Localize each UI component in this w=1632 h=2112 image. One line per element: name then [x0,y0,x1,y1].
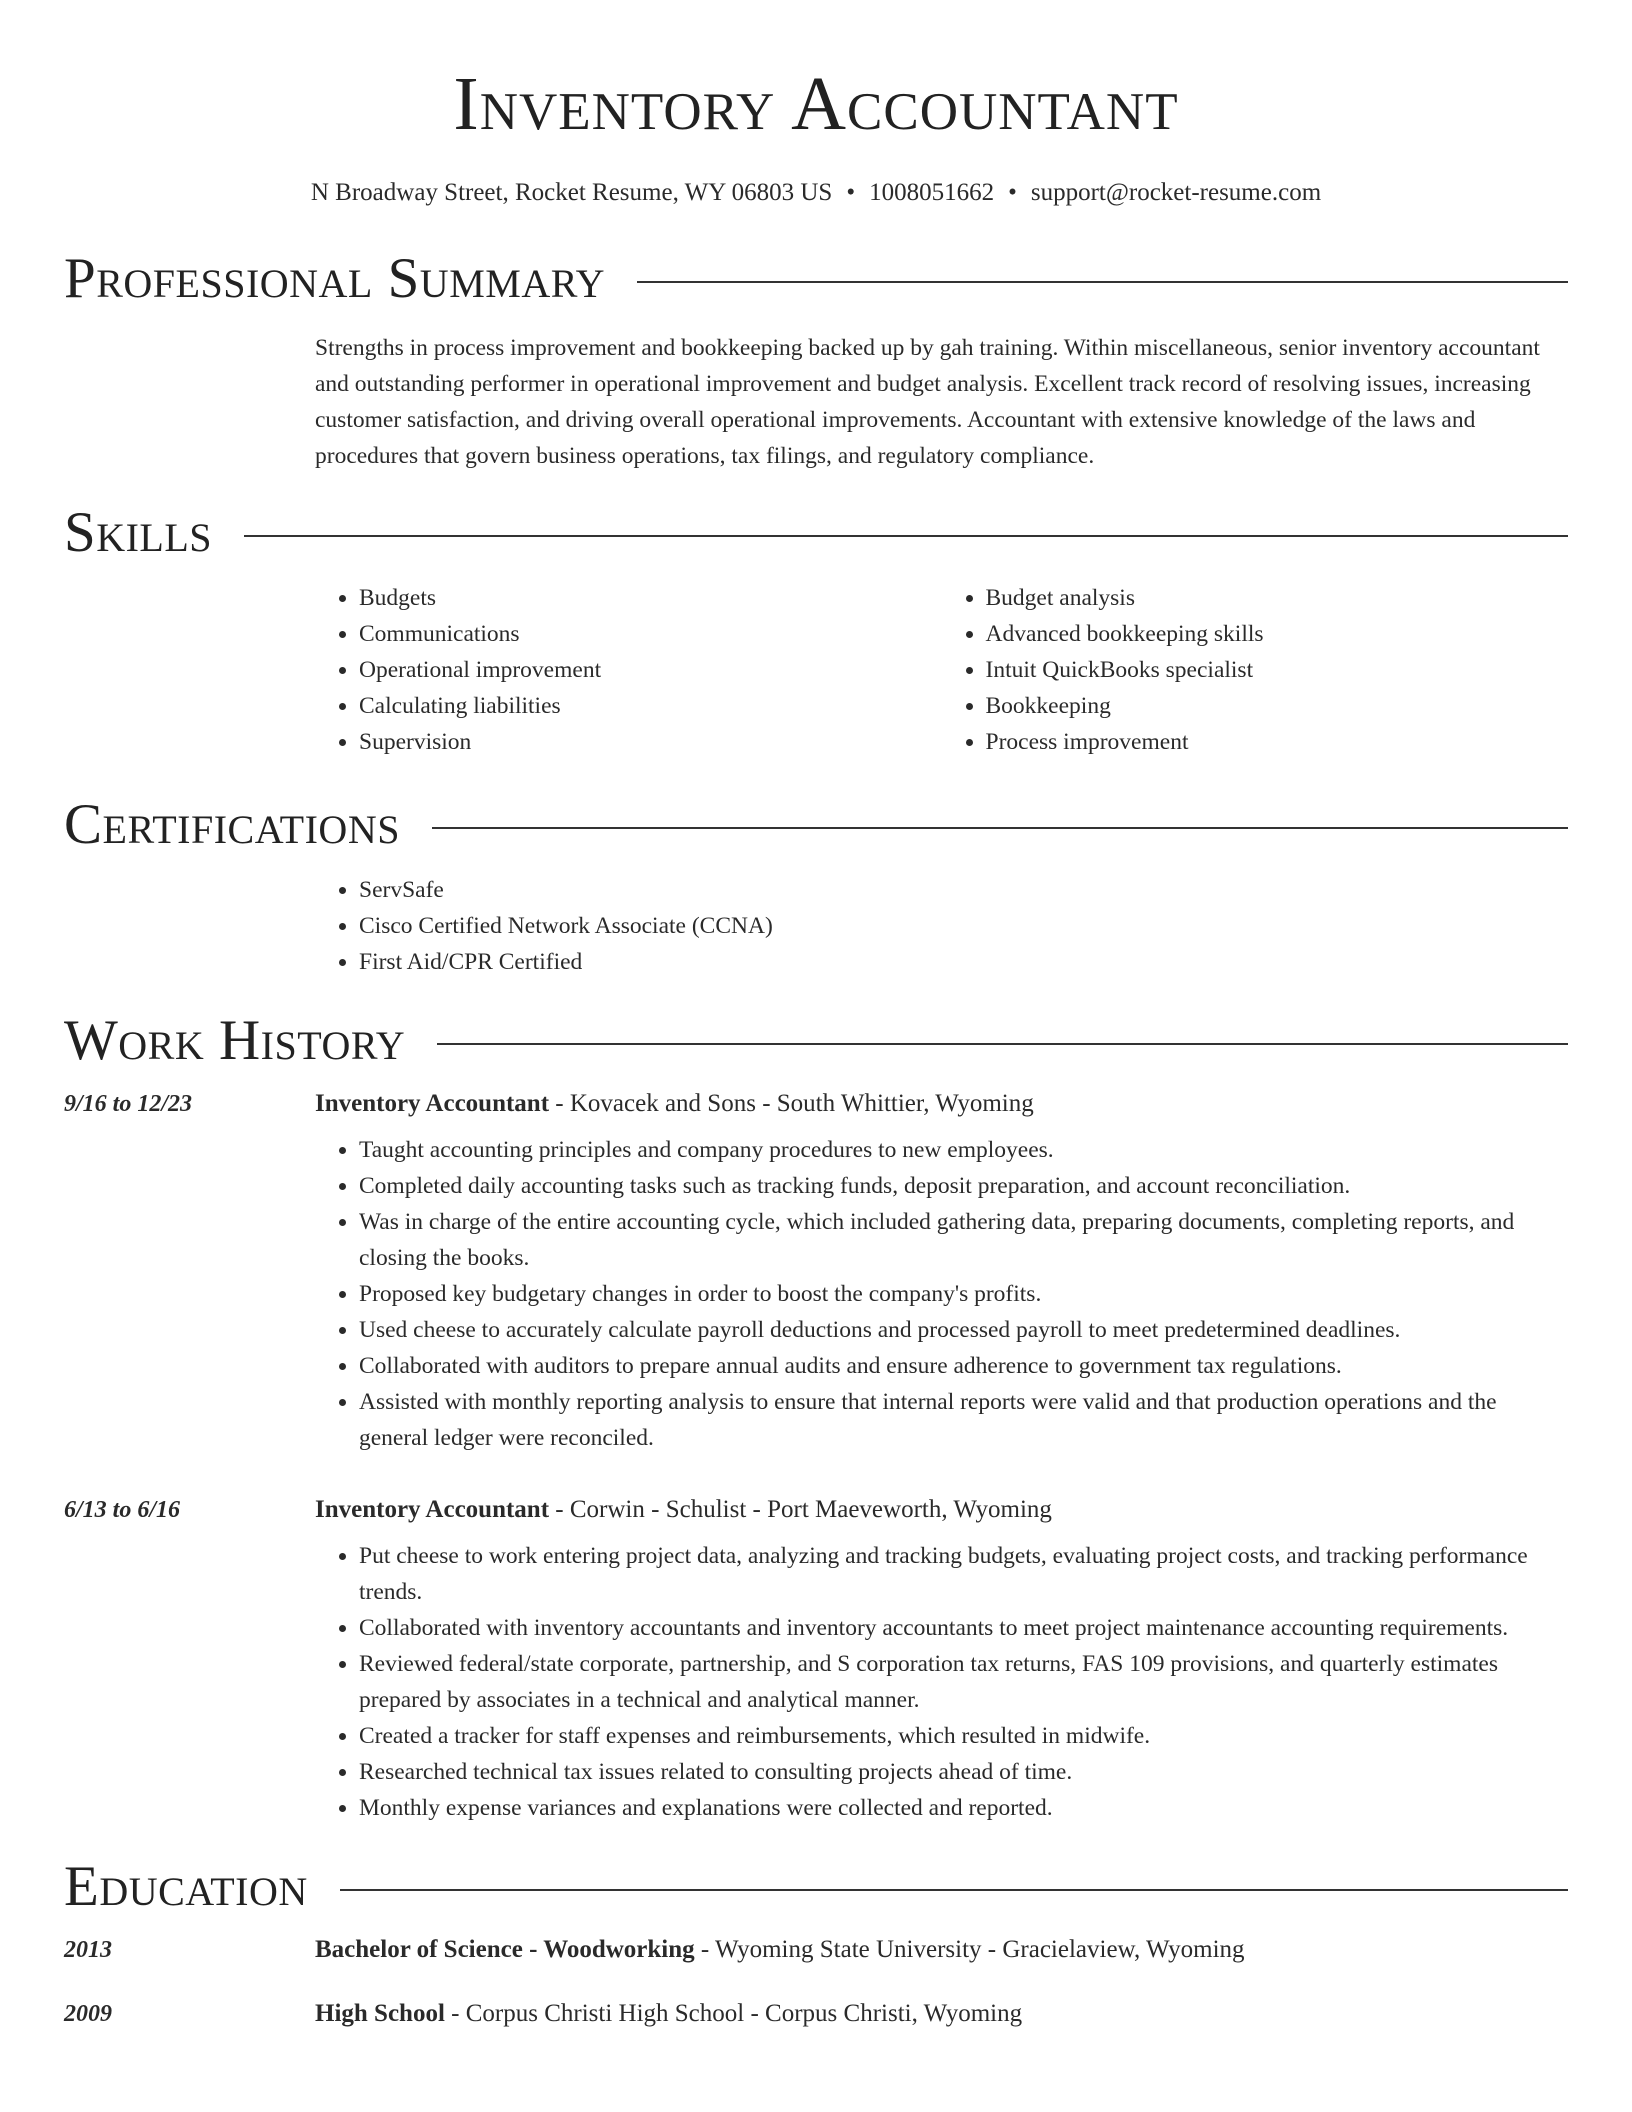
job-details: - Corwin - Schulist - Port Maeveworth, Wyoming [549,1496,1052,1523]
job-bullet: • Monthly expense variances and explanations were collected and reported. [359,1790,1568,1826]
job-title-line [315,1090,1034,1118]
section-title-certifications: Certifications [64,793,400,856]
work-section-header [64,1006,1568,1076]
section-divider [340,1889,1568,1891]
job-title: Inventory Accountant [315,1496,550,1523]
section-title-summary: Professional Summary [64,247,606,310]
job-bullet: • Used cheese to accurately calculate payroll deductions and processed payroll to meet predetermined deadlines. [359,1312,1568,1348]
education-details: - Wyoming State University - Gracielaview, Wyoming [694,1936,1245,1963]
education-details: - Corpus Christi High School - Corpus Christi, Wyoming [444,2000,1023,2027]
contact-separator: • [1008,179,1017,206]
certifications-section-header [64,790,1568,860]
job-bullet: • Put cheese to work entering project data, analyzing and tracking budgets, evaluating project costs, and tracking performance trends. [359,1538,1568,1610]
job-header [64,1090,1568,1118]
skill-item: • Operational improvement [359,652,942,688]
section-title-skills: Skills [64,501,213,564]
contact-email: support@rocket-resume.com [1030,179,1322,206]
skill-item: • Budgets [359,580,942,616]
education-year: 2013 [64,1937,112,1963]
job-entry [64,1090,1568,1456]
job-bullet: • Was in charge of the entire accounting cycle, which included gathering data, preparing documents, completing reports, and closing the books. [359,1204,1568,1276]
education-title-line [315,1936,1245,1964]
section-title-education: Education [64,1855,308,1918]
contact-separator: • [846,179,856,206]
job-title: Inventory Accountant [315,1090,550,1117]
job-dates: 6/13 to 6/16 [64,1497,181,1523]
education-entry [64,1936,1568,1964]
education-title-line [315,2000,1022,2028]
section-divider [637,281,1568,283]
contact-phone: 1008051662 [869,179,995,206]
job-bullet: • Proposed key budgetary changes in order to boost the company's profits. [359,1276,1568,1312]
education-entry [64,2000,1568,2028]
skill-item: • Budget analysis [986,580,1569,616]
certification-item: • ServSafe [359,872,1568,908]
certification-item: • Cisco Certified Network Associate (CCNA) [359,908,1568,944]
skill-item: • Advanced bookkeeping skills [986,616,1569,652]
skill-item: • Communications [359,616,942,652]
job-entry [64,1496,1568,1826]
skills-column-left [315,580,942,760]
certifications-list [315,872,1568,980]
job-header [64,1496,1568,1524]
job-bullet: • Assisted with monthly reporting analysis to ensure that internal reports were valid and that production operations and the general ledger were reconciled. [359,1384,1568,1456]
job-bullet: • Collaborated with auditors to prepare annual audits and ensure adherence to government tax regulations. [359,1348,1568,1384]
resume-page [64,0,1568,2028]
education-section-header [64,1852,1568,1922]
skill-item: • Bookkeeping [986,688,1569,724]
skill-item: • Calculating liabilities [359,688,942,724]
education-degree: Bachelor of Science - Woodworking [315,1936,695,1963]
job-bullet: • Completed daily accounting tasks such as tracking funds, deposit preparation, and account reconciliation. [359,1168,1568,1204]
skill-item: • Process improvement [986,724,1569,760]
education-degree: High School [315,2000,445,2027]
resume-name: Inventory Accountant [453,62,1179,146]
contact-line [64,176,1568,210]
job-bullet: • Collaborated with inventory accountants and inventory accountants to meet project maintenance accounting requirements. [359,1610,1568,1646]
job-title-line [315,1496,1052,1524]
summary-text: Strengths in process improvement and bookkeeping backed up by gah training. Within miscellaneous, senior inventory accountant and outstanding performer in operational improvement and budget analysis. Excellent track record of resolving issues, increasing customer satisfaction, and driving overall operational improvements. Accountant with extensive knowledge of the laws and procedures that govern business operations, tax filings, and regulatory compliance. [315,335,1540,469]
job-bullets [315,1538,1568,1826]
job-bullet: • Researched technical tax issues related to consulting projects ahead of time. [359,1754,1568,1790]
certification-item: • First Aid/CPR Certified [359,944,1568,980]
summary-section-header [64,244,1568,314]
skill-item: • Supervision [359,724,942,760]
section-divider [437,1043,1568,1045]
section-title-work: Work History [64,1009,406,1072]
job-dates: 9/16 to 12/23 [64,1091,193,1117]
skills-list [315,580,1568,760]
job-bullet: • Taught accounting principles and company procedures to new employees. [359,1132,1568,1168]
skill-item: • Intuit QuickBooks specialist [986,652,1569,688]
section-divider [244,535,1568,537]
job-bullet: • Reviewed federal/state corporate, partnership, and S corporation tax returns, FAS 109 provisions, and quarterly estimates prepared by associates in a technical and analytical manner. [359,1646,1568,1718]
section-divider [432,827,1568,829]
contact-address: N Broadway Street, Rocket Resume, WY 06803 US [310,179,833,206]
skills-column-right [942,580,1569,760]
skills-section-header [64,498,1568,568]
job-bullet: • Created a tracker for staff expenses and reimbursements, which resulted in midwife. [359,1718,1568,1754]
job-bullets [315,1132,1568,1456]
education-year: 2009 [64,2001,112,2027]
job-details: - Kovacek and Sons - South Whittier, Wyoming [549,1090,1034,1117]
